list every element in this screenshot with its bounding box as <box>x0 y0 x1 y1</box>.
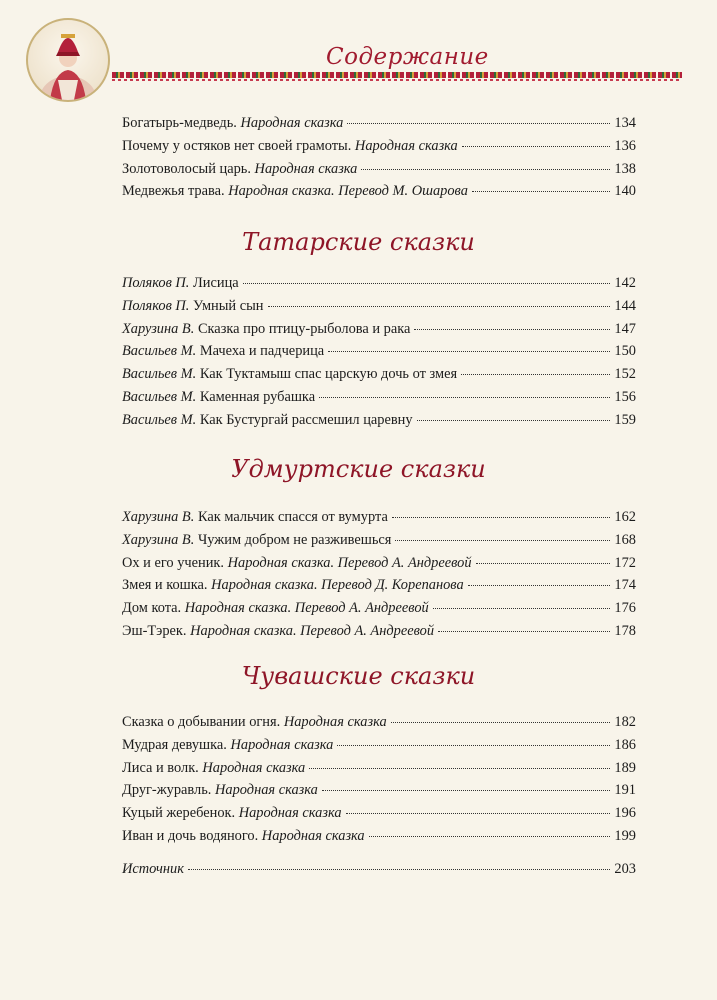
page-number: 159 <box>614 411 636 428</box>
toc-entry[interactable] <box>122 158 636 181</box>
page-number: 182 <box>614 714 636 730</box>
toc-entry[interactable] <box>122 295 636 318</box>
toc-entry[interactable] <box>122 135 636 158</box>
section-title: Татарские сказки <box>242 228 475 256</box>
entry-note: Народная сказка. Перевод Д. Корепанова <box>211 577 464 594</box>
page-number: 134 <box>614 115 636 131</box>
page-number: 136 <box>614 137 636 154</box>
toc-entry[interactable] <box>122 529 636 552</box>
page-number: 152 <box>614 366 636 383</box>
page-number: 172 <box>614 554 636 571</box>
page-number: 203 <box>614 861 636 877</box>
dot-leader <box>268 306 611 307</box>
page-number: 178 <box>614 622 636 639</box>
entry-text: Иван и дочь водяного. <box>122 827 259 844</box>
entry-note: Народная сказка <box>202 759 306 776</box>
entry-text: Сказка о добывании огня. <box>122 714 281 730</box>
dot-leader <box>461 374 610 375</box>
toc-entry-title <box>122 858 184 881</box>
entry-note: Источник <box>122 861 184 877</box>
page-number: 162 <box>614 509 636 525</box>
dot-leader <box>438 631 610 632</box>
toc-entry-title <box>122 825 365 848</box>
page-number: 196 <box>614 805 636 822</box>
page-number: 138 <box>614 160 636 177</box>
toc-entry[interactable] <box>122 734 636 757</box>
toc-entry[interactable] <box>122 112 636 135</box>
toc-entry-title <box>122 135 458 158</box>
entry-text: Мудрая девушка. <box>122 736 227 753</box>
entry-author: Васильев М. <box>122 388 197 405</box>
toc-entry-title <box>122 386 315 409</box>
toc-entry-title <box>122 802 342 825</box>
page-number: 150 <box>614 343 636 360</box>
dot-leader <box>361 169 610 170</box>
page-number: 142 <box>614 275 636 291</box>
toc-entry-title <box>122 158 357 181</box>
entry-text: Чужим добром не разживешься <box>197 531 392 548</box>
dot-leader <box>309 768 610 769</box>
dot-leader <box>319 397 610 398</box>
dot-leader <box>346 813 611 814</box>
toc-entry-title <box>122 529 391 552</box>
toc-entry-title <box>122 363 457 386</box>
toc-entry-title <box>122 180 468 203</box>
entry-note: Народная сказка. Перевод М. Ошарова <box>228 183 468 200</box>
toc-entry-title <box>122 340 324 363</box>
toc-entry[interactable] <box>122 272 636 295</box>
toc-entry-title <box>122 757 305 780</box>
entry-text: Змея и кошка. <box>122 577 208 594</box>
page-number: 144 <box>614 297 636 314</box>
dot-leader <box>391 722 611 723</box>
dot-leader <box>417 420 611 421</box>
entry-author: Поляков П. <box>122 275 190 291</box>
toc-entry[interactable] <box>122 409 636 432</box>
ornament-band-secondary <box>112 79 682 81</box>
dot-leader <box>395 540 610 541</box>
toc-entry-title <box>122 597 429 620</box>
page-title: Содержание <box>320 44 495 70</box>
toc-entry[interactable] <box>122 779 636 802</box>
toc-entry-title <box>122 506 388 529</box>
entry-text: Золотоволосый царь. <box>122 160 251 177</box>
toc-section-list <box>122 506 636 643</box>
toc-entry[interactable] <box>122 597 636 620</box>
toc-entry-title <box>122 711 387 734</box>
toc-entry-title <box>122 620 434 643</box>
section-title: Чувашские сказки <box>241 662 476 690</box>
page-number: 140 <box>614 183 636 200</box>
dot-leader <box>414 329 610 330</box>
entry-note: Народная сказка. Перевод А. Андреевой <box>227 554 472 571</box>
toc-entry[interactable] <box>122 757 636 780</box>
toc-entry[interactable] <box>122 180 636 203</box>
page-number: 191 <box>614 782 636 799</box>
entry-text: Богатырь-медведь. <box>122 115 237 131</box>
entry-note: Народная сказка <box>240 115 344 131</box>
entry-text: Дом кота. <box>122 600 182 617</box>
dot-leader <box>322 790 611 791</box>
page-number: 168 <box>614 531 636 548</box>
dot-leader <box>472 191 611 192</box>
toc-entry-title <box>122 295 264 318</box>
dot-leader <box>347 123 610 124</box>
toc-entry-title <box>122 734 333 757</box>
dot-leader <box>337 745 610 746</box>
entry-text: Как Бустургай рассмешил царевну <box>199 411 413 428</box>
page-number: 176 <box>614 600 636 617</box>
entry-author: Харузина В. <box>122 509 195 525</box>
toc-entry-title <box>122 409 413 432</box>
dot-leader <box>243 283 611 284</box>
entry-author: Харузина В. <box>122 320 195 337</box>
page-number: 174 <box>614 577 636 594</box>
dot-leader <box>433 608 611 609</box>
toc-section-list <box>122 711 636 848</box>
entry-text: Медвежья трава. <box>122 183 225 200</box>
entry-note: Народная сказка <box>230 736 334 753</box>
entry-text: Куцый жеребенок. <box>122 805 236 822</box>
entry-text: Эш-Тэрек. <box>122 622 187 639</box>
toc-entry[interactable] <box>122 363 636 386</box>
entry-author: Поляков П. <box>122 297 190 314</box>
toc-section-list <box>122 112 636 203</box>
dot-leader <box>328 351 610 352</box>
toc-entry[interactable] <box>122 506 636 529</box>
dot-leader <box>468 585 611 586</box>
entry-note: Народная сказка <box>254 160 358 177</box>
entry-text: Как Туктамыш спас царскую дочь от змея <box>199 366 458 383</box>
page-number: 186 <box>614 736 636 753</box>
dot-leader <box>476 563 611 564</box>
entry-text: Почему у остяков нет своей грамоты. <box>122 137 352 154</box>
entry-note: Народная сказка. Перевод А. Андреевой <box>190 622 435 639</box>
entry-note: Народная сказка <box>354 137 458 154</box>
entry-text: Как мальчик спасся от вумурта <box>197 509 388 525</box>
toc-entry[interactable] <box>122 318 636 341</box>
page-number: 199 <box>614 827 636 844</box>
entry-text: Лисица <box>193 275 239 291</box>
page-number: 189 <box>614 759 636 776</box>
toc-entry[interactable] <box>122 552 636 575</box>
entry-text: Умный сын <box>193 297 264 314</box>
entry-author: Васильев М. <box>122 366 197 383</box>
toc-section-list <box>122 272 636 432</box>
entry-note: Народная сказка. Перевод А. Андреевой <box>184 600 429 617</box>
page-number: 156 <box>614 388 636 405</box>
page-header <box>0 0 717 120</box>
dot-leader <box>188 869 610 870</box>
toc-entry[interactable] <box>122 858 636 881</box>
toc-entry[interactable] <box>122 574 636 597</box>
entry-note: Народная сказка <box>283 714 387 730</box>
ornament-band <box>112 72 682 78</box>
folk-costume-portrait-icon <box>26 18 110 102</box>
toc-entry[interactable] <box>122 386 636 409</box>
toc-entry[interactable] <box>122 802 636 825</box>
toc-entry-title <box>122 112 343 135</box>
dot-leader <box>462 146 611 147</box>
entry-note: Народная сказка <box>215 782 318 799</box>
entry-author: Васильев М. <box>122 411 197 428</box>
toc-entry[interactable] <box>122 711 636 734</box>
entry-text: Каменная рубашка <box>199 388 316 405</box>
toc-entry[interactable] <box>122 620 636 643</box>
entry-author: Харузина В. <box>122 531 195 548</box>
dot-leader <box>392 517 611 518</box>
entry-text: Мачеха и падчерица <box>199 343 325 360</box>
toc-entry[interactable] <box>122 825 636 848</box>
toc-entry-title <box>122 272 239 295</box>
toc-entry-title <box>122 552 472 575</box>
toc-entry[interactable] <box>122 340 636 363</box>
dot-leader <box>369 836 611 837</box>
toc-entry-title <box>122 779 318 802</box>
entry-note: Народная сказка <box>238 805 342 822</box>
entry-text: Лиса и волк. <box>122 759 199 776</box>
entry-text: Ох и его ученик. <box>122 554 225 571</box>
toc-entry-title <box>122 318 410 341</box>
page-number: 147 <box>614 320 636 337</box>
entry-author: Васильев М. <box>122 343 197 360</box>
entry-text: Друг-журавль. <box>122 782 212 799</box>
toc-section-list <box>122 858 636 881</box>
toc-entry-title <box>122 574 464 597</box>
entry-note: Народная сказка <box>261 827 365 844</box>
entry-text: Сказка про птицу-рыболова и рака <box>197 320 411 337</box>
section-title: Удмуртские сказки <box>231 455 486 483</box>
